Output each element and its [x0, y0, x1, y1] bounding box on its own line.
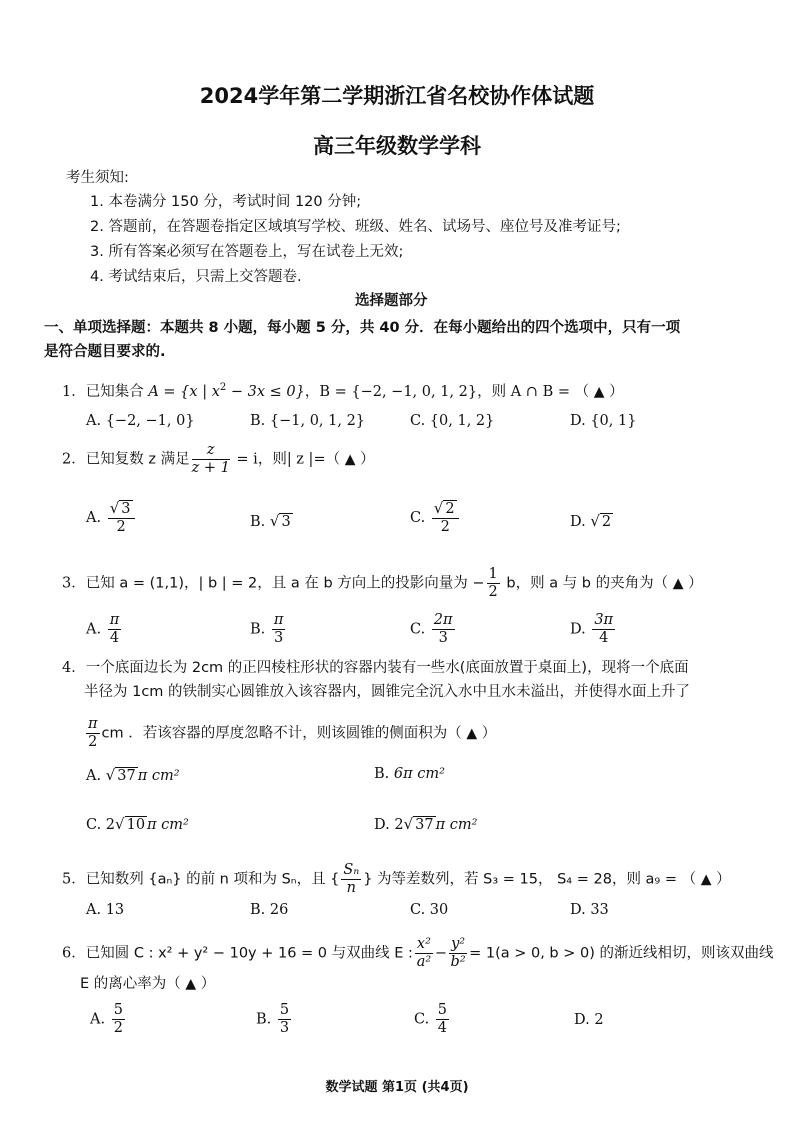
q6-option-b: B. $\frac{5}{3}$	[256, 1002, 290, 1036]
q4-option-b: B. 6π cm²	[374, 766, 445, 782]
answer-marker-icon: ▲	[672, 575, 684, 592]
q1-option-d: D. {0, 1}	[570, 413, 637, 429]
q2-option-c: C. $\frac{√ 2}{2}$	[410, 500, 461, 536]
notice-item: 1. 本卷满分 150 分，考试时间 120 分钟;	[90, 194, 362, 210]
answer-marker-icon: ▲	[466, 725, 478, 742]
question-4-line-2: 半径为 1cm 的铁制实心圆锥放入该容器内，圆锥完全沉入水中且水未溢出，并使得水面上升了	[84, 684, 691, 700]
q6-option-a: A. $\frac{5}{2}$	[90, 1002, 123, 1036]
q5-option-b: B. 26	[250, 902, 289, 918]
page-footer: 数学试题 第1页 (共4页)	[325, 1080, 469, 1095]
question-4: 4．一个底面边长为 2cm 的正四棱柱形状的容器内装有一些水(底面放置于桌面上)，现将一个底面	[62, 660, 689, 676]
q5-option-a: A. 13	[86, 902, 125, 918]
q6-option-d: D. 2	[574, 1012, 604, 1028]
section-heading: 选择题部分	[355, 293, 428, 309]
exam-title: 2024学年第二学期浙江省名校协作体试题	[199, 84, 595, 108]
q1-option-a: A. {−2, −1, 0}	[86, 413, 195, 429]
q6-option-c: C. $\frac{5}{4}$	[414, 1002, 448, 1036]
q3-option-d: D. $\frac{3\pi}{4}$	[570, 612, 614, 646]
question-5: 5．已知数列 {aₙ} 的前 n 项和为 Sₙ，且 { $\frac{\text{Sₙ}}{n}$ } 为等差数列，若 S₃ = 15， S₄ = 28，则 a₉ = （ ▲ ）	[62, 862, 731, 896]
q1-option-b: B. {−1, 0, 1, 2}	[250, 413, 366, 429]
notice-item: 4. 考试结束后，只需上交答题卷.	[90, 269, 302, 285]
question-6-line-2: E 的离心率为（ ▲ ）	[80, 976, 216, 992]
q4-option-c: C. 2√ 10 π cm²	[86, 815, 189, 833]
question-1: 1．已知集合 A = {x | $x^2 - 3x \le 0$}，B = {−2, −1, 0, 1, 2}，则 A ∩ B = （ ▲ ）	[62, 382, 624, 400]
q5-option-c: C. 30	[410, 902, 449, 918]
q4-option-d: D. 2√ 37 π cm²	[374, 815, 478, 833]
q2-option-d: D. √ 2	[570, 512, 612, 530]
question-6: 6．已知圆 C : x² + y² − 10y + 16 = 0 与双曲线 E : $\frac{\text{x²}}{\text{a²}}$ − $\frac{\text{y²}}{\text{b²}}$ = 1(a > 0, b > 0) 的渐近线相切，则该双曲线	[62, 936, 774, 970]
question-4-line-3: $\frac{\pi}{2}$ cm ．若该容器的厚度忽略不计，则该圆锥的侧面积为（ ▲ ）	[88, 716, 497, 750]
question-2: 2．已知复数 z 满足 $\frac{z}{z + 1}$ = i，则| z |=（ ▲ ）	[62, 442, 375, 476]
notice-item: 3. 所有答案必须写在答题卷上，写在试卷上无效;	[90, 244, 404, 260]
q2-option-b: B. √ 3	[250, 512, 291, 530]
answer-marker-icon: ▲	[593, 383, 605, 400]
part1-instructions-cont: 是符合题目要求的.	[44, 344, 166, 360]
q5-option-d: D. 33	[570, 902, 609, 918]
part1-instructions: 一、单项选择题：本题共 8 小题，每小题 5 分，共 40 分．在每小题给出的四个选项中，只有一项	[44, 320, 681, 336]
question-3: 3．已知 a = (1,1)，| b | = 2，且 a 在 b 方向上的投影向量为 − $\frac{1}{2}$ b，则 a 与 b 的夹角为（ ▲ ）	[62, 566, 703, 600]
q3-option-c: C. $\frac{2\pi}{3}$	[410, 612, 453, 646]
notice-heading: 考生须知:	[66, 170, 129, 186]
q4-option-a: A. √ 37 π cm²	[86, 766, 180, 784]
notice-item: 2. 答题前，在答题卷指定区域填写学校、班级、姓名、试场号、座位号及准考证号;	[90, 219, 621, 235]
fraction: $\frac{z}{z + 1}$	[191, 442, 230, 476]
answer-marker-icon: ▲	[344, 451, 356, 468]
q1-option-c: C. {0, 1, 2}	[410, 413, 495, 429]
q3-option-a: A. $\frac{\pi}{4}$	[86, 612, 120, 646]
exam-subtitle: 高三年级数学学科	[313, 134, 481, 158]
answer-marker-icon: ▲	[700, 871, 712, 888]
q2-option-a: A. $\frac{√ 3}{2}$	[86, 500, 137, 536]
answer-marker-icon: ▲	[185, 976, 197, 992]
q3-option-b: B. $\frac{\pi}{3}$	[250, 612, 284, 646]
